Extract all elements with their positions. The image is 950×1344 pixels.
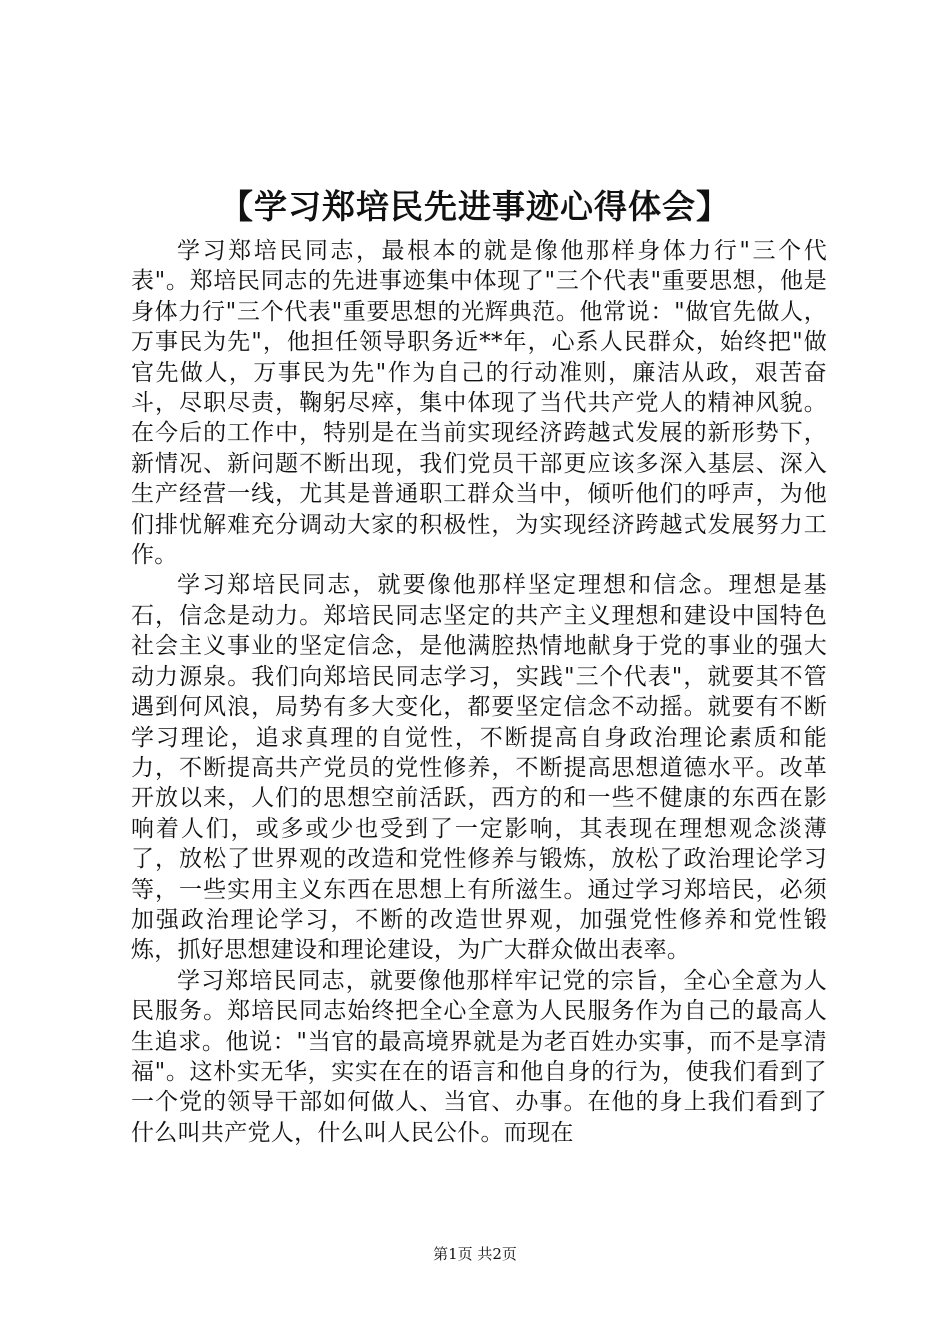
paragraph-2: 学习郑培民同志，就要像他那样坚定理想和信念。理想是基石，信念是动力。郑培民同志坚定的共产主义理想和建设中国特色社会主义事业的坚定信念，是他满腔热情地献身于党的事业的强大动力源泉。我们向郑培民同志学习，实践"三个代表"，就要其不管遇到何风浪，局势有多大变化，都要坚定信念不动摇。就要有不断学习理论，追求真理的自觉性，不断提高自身政治理论素质和能力，不断提高共产党员的党性修养，不断提高思想道德水平。改革开放以来，人们的思想空前活跃，西方的和一些不健康的东西在影响着人们，或多或少也受到了一定影响，其表现在理想观念淡薄了，放松了世界观的改造和党性修养与锻炼，放松了政治理论学习等，一些实用主义东西在思想上有所滋生。通过学习郑培民，必须加强政治理论学习，不断的改造世界观，加强党性修养和党性锻炼，抓好思想建设和理论建设，为广大群众做出表率。 xyxy=(131,572,827,964)
page-indicator: 第1页 共2页 xyxy=(433,1245,517,1263)
page-footer xyxy=(0,1244,950,1264)
paragraph-1: 学习郑培民同志，最根本的就是像他那样身体力行"三个代表"。郑培民同志的先进事迹集中体现了"三个代表"重要思想，他是身体力行"三个代表"重要思想的光辉典范。他常说："做官先做人，万事民为先"，他担任领导职务近**年，心系人民群众，始终把"做官先做人，万事民为先"作为自己的行动准则，廉洁从政，艰苦奋斗，尽职尽责，鞠躬尽瘁，集中体现了当代共产党人的精神风貌。在今后的工作中，特别是在当前实现经济跨越式发展的新形势下，新情况、新问题不断出现，我们党员干部更应该多深入基层、深入生产经营一线，尤其是普通职工群众当中，倾听他们的呼声，为他们排忧解难充分调动大家的积极性，为实现经济跨越式发展努力工作。 xyxy=(131,238,827,569)
document-body xyxy=(131,236,827,1148)
document-title: 【学习郑培民先进事迹心得体会】 xyxy=(220,187,730,226)
paragraph-3: 学习郑培民同志，就要像他那样牢记党的宗旨，全心全意为人民服务。郑培民同志始终把全心全意为人民服务作为自己的最高人生追求。他说："当官的最高境界就是为老百姓办实事，而不是享清福"。这朴实无华，实实在在的语言和他自身的行为，使我们看到了一个党的领导干部如何做人、当官、办事。在他的身上我们看到了什么叫共产党人，什么叫人民公仆。而现在 xyxy=(131,967,827,1146)
